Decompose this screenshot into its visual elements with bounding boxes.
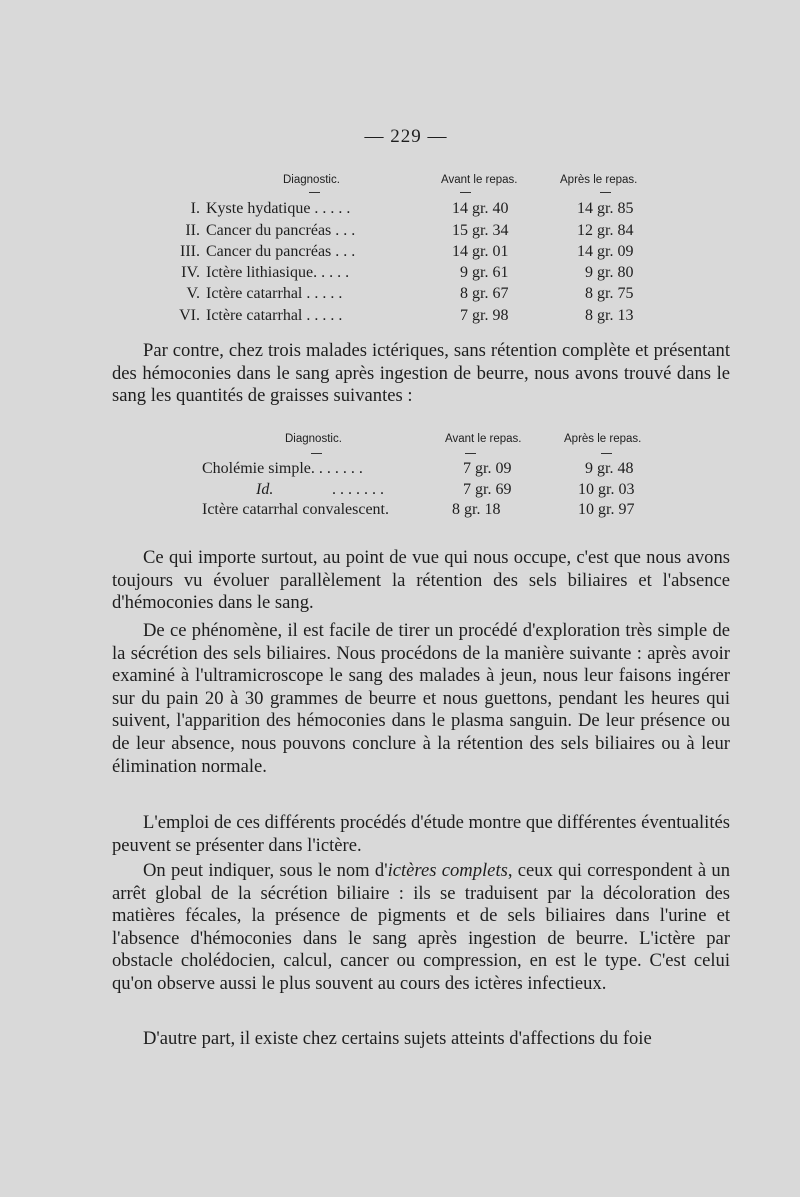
row-number: III. [180,243,200,260]
row-apres: 9 gr. 80 [585,264,634,281]
paragraph-2: Ce qui importe surtout, au point de vue qui nous occupe, c'est que nous avons toujours vu évoluer parallèlement la rétention des sels biliaires et l'absence d'hémoconies dans le sang. [112,547,730,614]
row-avant: 14 gr. 01 [452,243,509,260]
row-apres: 10 gr. 97 [578,501,635,518]
table-2-header-diagnostic: Diagnostic. [285,433,342,445]
paragraph-6: D'autre part, il existe chez certains sujets atteints d'affections du foie [143,1028,652,1049]
row-apres: 14 gr. 09 [577,243,634,260]
paragraph-5 [112,860,730,996]
row-diagnostic: Kyste hydatique . . . . . [206,200,351,217]
row-avant: 8 gr. 18 [452,501,501,518]
row-apres: 10 gr. 03 [578,481,635,498]
row-diagnostic: Ictère catarrhal . . . . . [206,307,343,324]
row-diagnostic-id: Id. [256,481,274,498]
table-1-header-diagnostic: Diagnostic. [283,174,340,186]
table-1-dash [600,192,611,193]
row-avant: 8 gr. 67 [460,285,509,302]
row-number: I. [190,200,200,217]
table-1-header-avant: Avant le repas. [441,174,518,186]
row-diagnostic: Cancer du pancréas . . . [206,222,356,239]
table-2-header-avant: Avant le repas. [445,433,522,445]
paragraph-1: Par contre, chez trois malades ictériques, sans rétention complète et présentant des hémoconies dans le sang après ingestion de beurre, nous avons trouvé dans le sang les quantités de graisses suivantes : [112,340,730,407]
table-1-header-apres: Après le repas. [560,174,638,186]
row-avant: 14 gr. 40 [452,200,509,217]
row-avant: 7 gr. 98 [460,307,509,324]
row-diagnostic: Ictère lithiasique. . . . . [206,264,350,281]
row-apres: 8 gr. 75 [585,285,634,302]
paragraph-5-italic: ictères complets [387,860,508,881]
row-number: VI. [179,307,200,324]
paragraph-4: L'emploi de ces différents procédés d'étude montre que différentes éventualités peuvent se présenter dans l'ictère. [112,812,730,856]
row-avant: 7 gr. 69 [463,481,512,498]
row-avant: 9 gr. 61 [460,264,509,281]
table-2-dash [311,453,322,454]
row-diagnostic: Cancer du pancréas . . . [206,243,356,260]
row-number: V. [186,285,200,302]
table-2-header-apres: Après le repas. [564,433,642,445]
table-1-dash [309,192,320,193]
row-apres: 8 gr. 13 [585,307,634,324]
row-avant: 7 gr. 09 [463,460,512,477]
page-number: — 229 — [364,126,448,147]
row-apres: 9 gr. 48 [585,460,634,477]
row-diagnostic: Ictère catarrhal . . . . . [206,285,343,302]
table-2-dash [465,453,476,454]
row-apres: 12 gr. 84 [577,222,634,239]
row-diagnostic: Cholémie simple. . . . . . . [202,460,363,477]
row-diagnostic: . . . . . . . [332,481,384,498]
table-2-dash [601,453,612,454]
row-avant: 15 gr. 34 [452,222,509,239]
row-apres: 14 gr. 85 [577,200,634,217]
row-number: IV. [181,264,200,281]
paragraph-5-end: , ceux qui correspondent à un arrêt global de la sécrétion biliaire : ils se traduisent par la décoloration des matières fécales, la présence de pigments et de sels biliaires dans l'urine et l'absence d'hémoconies dans le sang après ingestion de beurre. L'ictère par obstacle cholédocien, calcul, cancer ou compression, en est le type. C'est celui qu'on observe aussi le plus souvent au cours des ictères infectieux. [112,860,731,994]
row-diagnostic: Ictère catarrhal convalescent. [202,501,389,518]
table-1-dash [460,192,471,193]
row-number: II. [185,222,200,239]
paragraph-5-start: On peut indiquer, sous le nom d' [143,860,388,881]
paragraph-3: De ce phénomène, il est facile de tirer un procédé d'exploration très simple de la sécrétion des sels biliaires. Nous procédons de la manière suivante : après avoir examiné à l'ultramicroscope le sang des malades à jeun, nous leur faisons ingérer sur du pain 20 à 30 grammes de beurre et nous guettons, pendant les heures qui suivent, l'apparition des hémoconies dans le plasma sanguin. De leur présence ou de leur absence, nous pouvons conclure à la rétention des sels biliaires ou à leur élimination normale. [112,620,730,777]
